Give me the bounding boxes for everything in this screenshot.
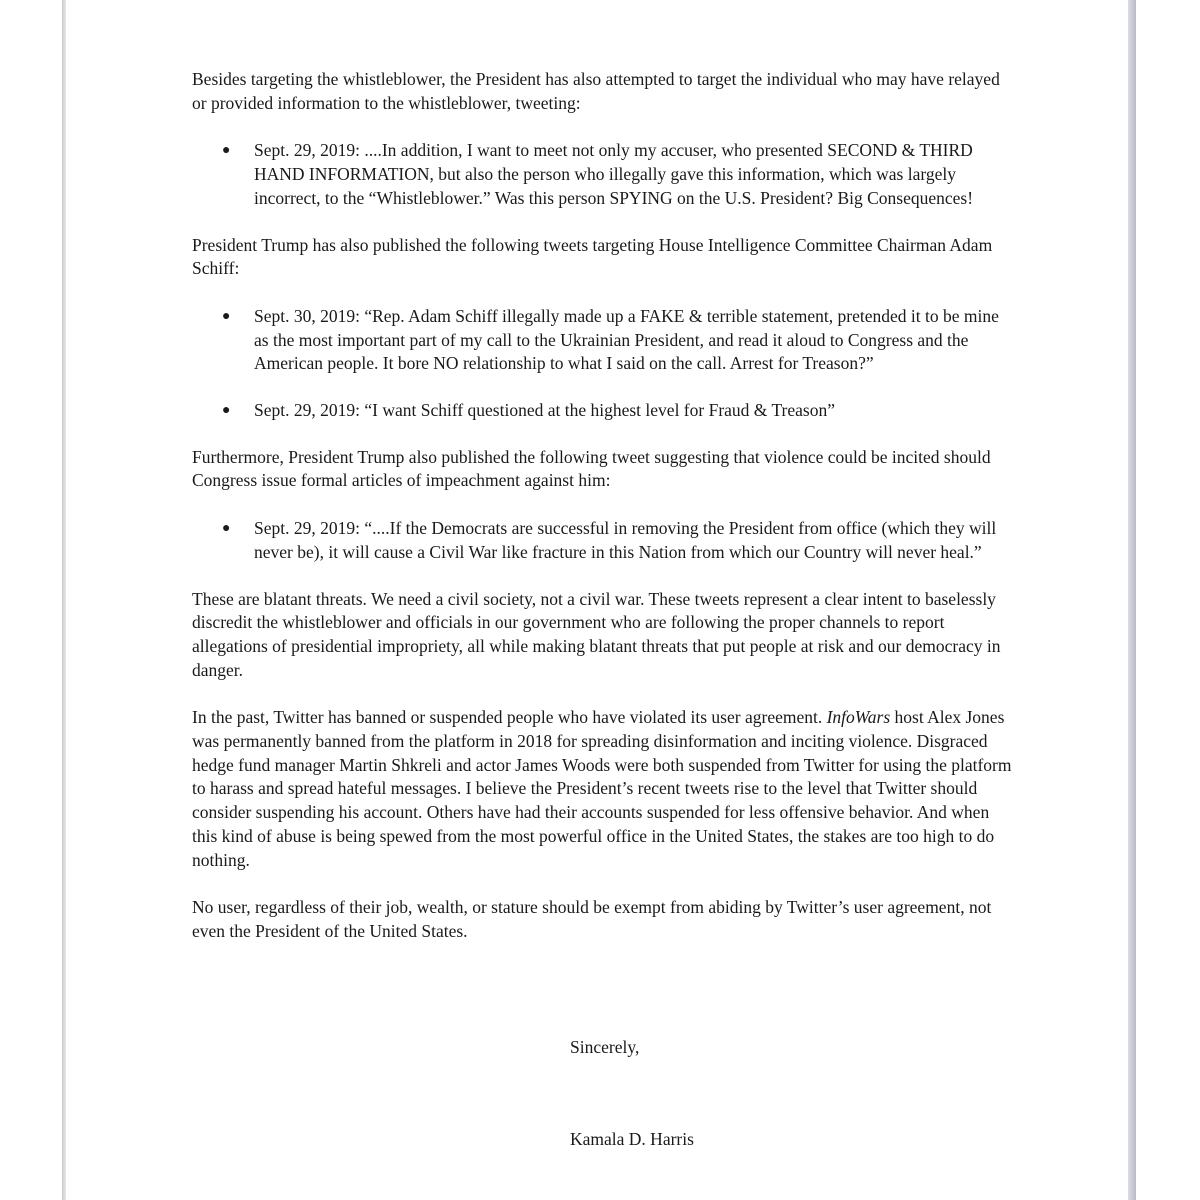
tweet-quote: Sept. 29, 2019: “I want Schiff questioned at the highest level for Fraud & Treason” bbox=[254, 400, 835, 421]
letter-body bbox=[192, 68, 1014, 944]
paragraph-violence-tweet: Furthermore, President Trump also published the following tweet suggesting that violence could be incited should Congress issue formal articles of impeachment against him: bbox=[192, 446, 991, 491]
paragraph-blatant-threats: These are blatant threats. We need a civil society, not a civil war. These tweets represent a clear intent to baselessly discredit the whistleblower and officials in our government who are following the proper channels to report allegations of presidential impropriety, all while making blatant threats that put people at risk and our democracy in danger. bbox=[192, 588, 1001, 680]
bullet-tweet-sept30-schiff bbox=[192, 305, 1014, 376]
bullet-dot: ● bbox=[222, 143, 231, 159]
precedent-text-start: In the past, Twitter has banned or suspended people who have violated its user agreement. bbox=[192, 707, 827, 728]
salutation: Sincerely, bbox=[570, 1037, 640, 1057]
bullet-dot: ● bbox=[222, 308, 231, 324]
outer-margin bbox=[1136, 0, 1200, 1200]
signature-name: Kamala D. Harris bbox=[570, 1129, 694, 1149]
paragraph-whistleblower-target: Besides targeting the whistleblower, the President has also attempted to target the individual who may have relayed or provided information to the whistleblower, tweeting: bbox=[192, 69, 1000, 113]
bullet-tweet-sept29-schiff bbox=[192, 399, 1014, 423]
paragraph-schiff-tweets: President Trump has also published the following tweets targeting House Intelligence Committee Chairman Adam Schiff: bbox=[192, 234, 993, 279]
tweet-quote: Sept. 30, 2019: “Rep. Adam Schiff illegally made up a FAKE & terrible statement, pretended it to be mine as the most important part of my call to the Ukrainian President, and read it aloud to Congress and the American people. It bore NO relationship to what I said on the call. Arrest for Treason?” bbox=[254, 305, 999, 374]
bullet-tweet-sept29-accuser bbox=[192, 139, 1014, 210]
infowars-title: InfoWars bbox=[826, 707, 891, 728]
tweet-quote: Sept. 29, 2019: ....In addition, I want to meet not only my accuser, who presented SECOND & THIRD HAND INFORMATION, but also the person who illegally gave this information, which was largely incorrect, to the “Whistleblower.” Was this person SPYING on the U.S. President? Big Consequences! bbox=[254, 140, 974, 208]
paragraph-conclusion: No user, regardless of their job, wealth, or stature should be exempt from abiding by Twitter’s user agreement, not even the President of the United States. bbox=[192, 897, 992, 941]
page-right-edge bbox=[1128, 0, 1136, 1200]
bullet-tweet-sept29-civil-war bbox=[192, 517, 1014, 564]
bullet-dot: ● bbox=[222, 403, 231, 419]
paragraph-twitter-precedent bbox=[192, 706, 1014, 872]
bullet-dot: ● bbox=[222, 521, 231, 537]
precedent-text-rest: host Alex Jones was permanently banned from the platform in 2018 for spreading disinformation and inciting violence. Disgraced hedge fund manager Martin Shkreli and actor James Woods were both suspended from Twitter for using the platform to harass and spread hateful messages. I believe the President’s recent tweets rise to the level that Twitter should consider suspending his account. Others have had their accounts suspended for less offensive behavior. And when this kind of abuse is being spewed from the most powerful office in the United States, the stakes are too high to do nothing. bbox=[192, 707, 1012, 870]
tweet-quote: Sept. 29, 2019: “....If the Democrats are successful in removing the President from office (which they will never be), it will cause a Civil War like fracture in this Nation from which our Country will never heal.” bbox=[254, 518, 997, 562]
